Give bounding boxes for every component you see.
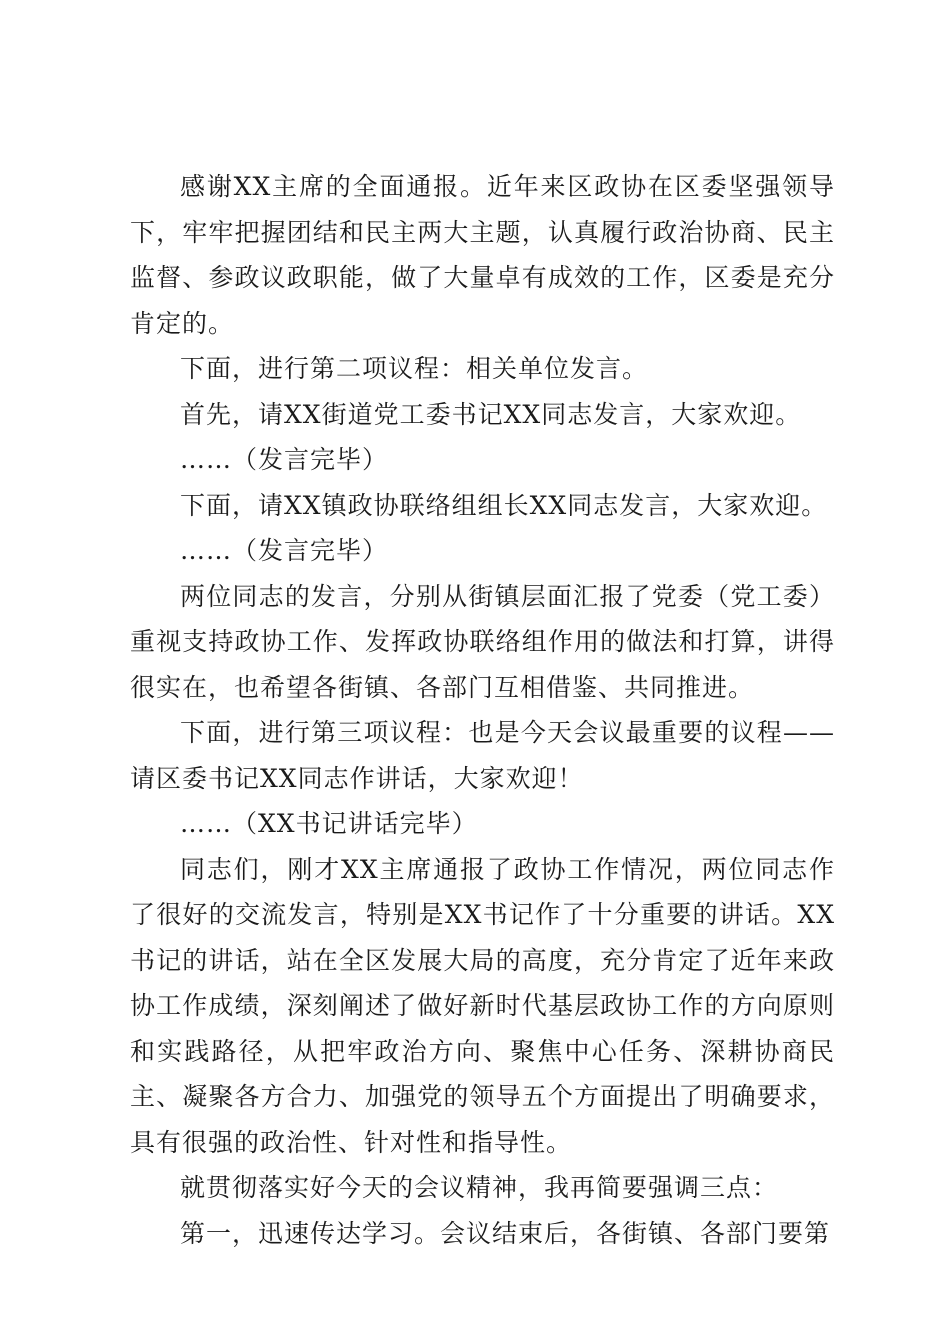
paragraph-5: 下面，请XX镇政协联络组组长XX同志发言，大家欢迎。 bbox=[180, 490, 828, 520]
paragraph-11: 就贯彻落实好今天的会议精神，我再简要强调三点： bbox=[180, 1173, 779, 1202]
paragraph-2: 下面，进行第二项议程：相关单位发言。 bbox=[180, 354, 649, 383]
paragraph-1: 感谢XX主席的全面通报。近年来区政协在区委坚强领导下，牢牢把握团结和民主两大主题，认真履行政治协商、民主监督、参政议政职能，做了大量卓有成效的工作，区委是充分肯定的。 bbox=[130, 172, 835, 338]
paragraph-6: ……（发言完毕） bbox=[180, 536, 389, 565]
paragraph-9: ……（XX书记讲话完毕） bbox=[180, 809, 478, 838]
paragraph-4: ……（发言完毕） bbox=[180, 445, 389, 474]
paragraph-7: 两位同志的发言，分别从街镇层面汇报了党委（党工委）重视支持政协工作、发挥政协联络组作用的做法和打算，讲得很实在，也希望各街镇、各部门互相借鉴、共同推进。 bbox=[130, 581, 835, 702]
paragraph-3: 首先，请XX街道党工委书记XX同志发言，大家欢迎。 bbox=[180, 399, 802, 429]
paragraph-10: 同志们，刚才XX主席通报了政协工作情况，两位同志作了很好的交流发言，特别是XX书记作了十分重要的讲话。XX书记的讲话，站在全区发展大局的高度，充分肯定了近年来政协工作成绩，深刻阐述了做好新时代基层政协工作的方向原则和实践路径，从把牢政治方向、聚焦中心任务、深耕协商民主、凝聚各方合力、加强党的领导五个方面提出了明确要求，具有很强的政治性、针对性和指导性。 bbox=[130, 854, 835, 1157]
document-body bbox=[130, 164, 835, 1256]
paragraph-8: 下面，进行第三项议程：也是今天会议最重要的议程——请区委书记XX同志作讲话，大家欢迎！ bbox=[130, 718, 835, 793]
paragraph-12: 第一，迅速传达学习。会议结束后，各街镇、各部门要第 bbox=[180, 1218, 831, 1248]
